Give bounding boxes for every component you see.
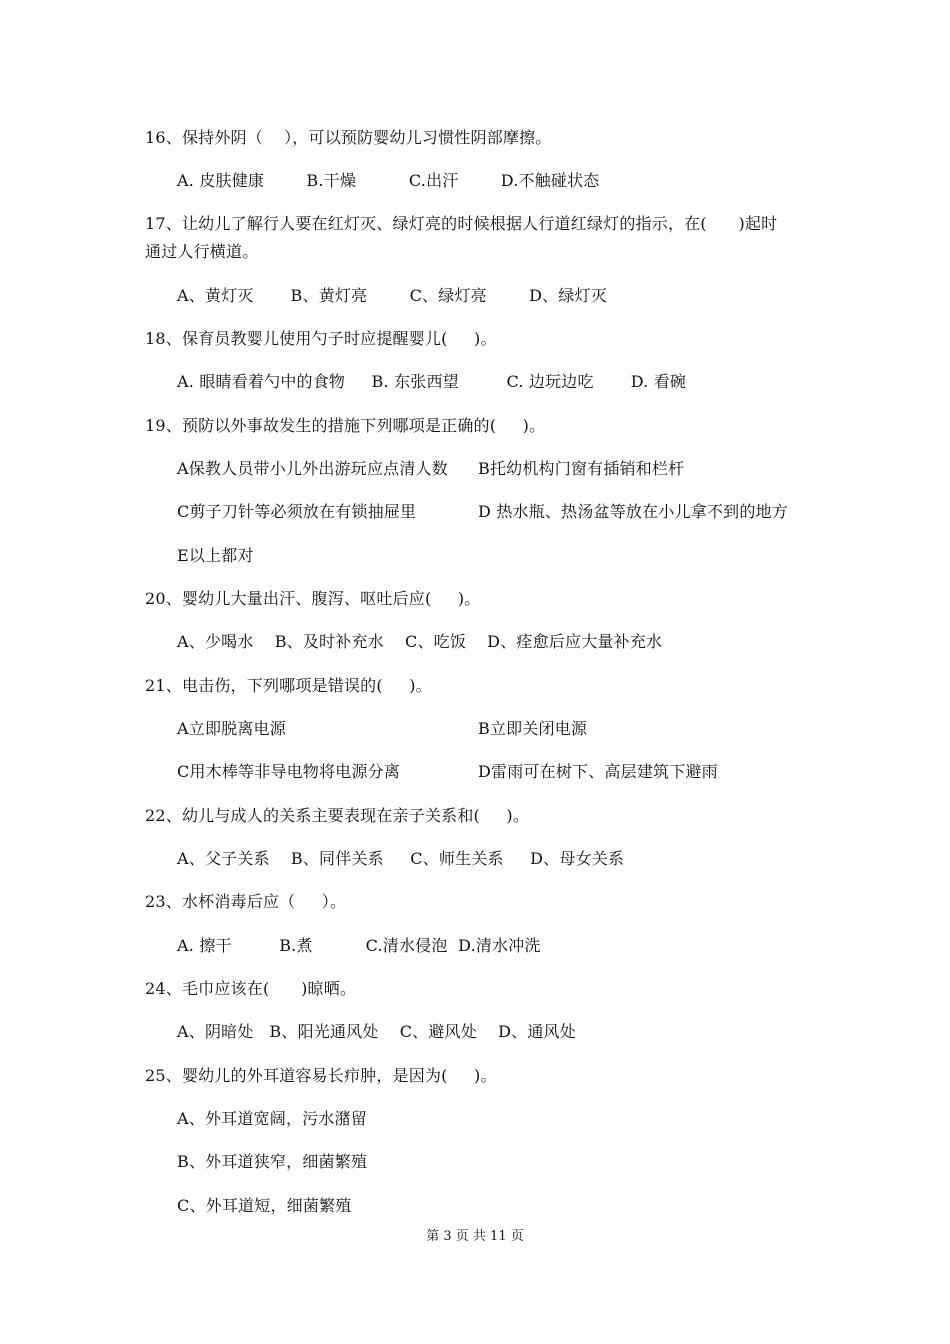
question-18-options: A. 眼睛看着勺中的食物 B. 东张西望 C. 边玩边吃 D. 看碗 <box>177 372 687 391</box>
question-19-option-c: C剪子刀针等必须放在有锁抽屉里 <box>177 502 417 521</box>
question-16: 16、保持外阴（ ），可以预防婴幼儿习惯性阴部摩擦。 <box>145 128 552 147</box>
question-19-option-b: B托幼机构门窗有插销和栏杆 <box>478 459 685 478</box>
question-19-option-a: A保教人员带小儿外出游玩应点清人数 <box>177 459 448 478</box>
question-19: 19、预防以外事故发生的措施下列哪项是正确的( )。 <box>145 416 546 435</box>
question-22-options: A、父子关系 B、同伴关系 C、师生关系 D、母女关系 <box>177 849 625 868</box>
question-21-option-d: D雷雨可在树下、高层建筑下避雨 <box>478 762 718 781</box>
question-24-options: A、阴暗处 B、阳光通风处 C、避风处 D、通风处 <box>177 1022 576 1041</box>
question-23: 23、水杯消毒后应（ ）。 <box>145 892 347 911</box>
page-footer: 第 3 页 共 11 页 <box>426 1229 524 1244</box>
question-25-option-c: C、外耳道短，细菌繁殖 <box>177 1196 352 1215</box>
question-16-options: A. 皮肤健康 B.干燥 C.出汗 D.不触碰状态 <box>177 171 600 190</box>
question-19-option-d: D 热水瓶、热汤盆等放在小儿拿不到的地方 <box>478 502 788 521</box>
question-19-option-e: E以上都对 <box>177 546 254 565</box>
question-20-options: A、少喝水 B、及时补充水 C、吃饭 D、痊愈后应大量补充水 <box>177 632 663 651</box>
question-17-options: A、黄灯灭 B、黄灯亮 C、绿灯亮 D、绿灯灭 <box>177 286 607 305</box>
question-17-line-1: 17、让幼儿了解行人要在红灯灭、绿灯亮的时候根据人行道红绿灯的指示，在( )起时 <box>145 214 778 233</box>
question-17-line-2: 通过人行横道。 <box>145 242 259 261</box>
question-18: 18、保育员教婴儿使用勺子时应提醒婴儿( )。 <box>145 329 497 348</box>
question-25-option-a: A、外耳道宽阔，污水潴留 <box>177 1109 367 1128</box>
question-21-option-a: A立即脱离电源 <box>177 719 286 738</box>
question-24: 24、毛巾应该在( )晾晒。 <box>145 979 357 998</box>
question-25: 25、婴幼儿的外耳道容易长疖肿，是因为( )。 <box>145 1066 497 1085</box>
question-21-option-c: C用木棒等非导电物将电源分离 <box>177 762 401 781</box>
question-21-option-b: B立即关闭电源 <box>478 719 588 738</box>
question-25-option-b: B、外耳道狭窄，细菌繁殖 <box>177 1152 368 1171</box>
question-20: 20、婴幼儿大量出汗、腹泻、呕吐后应( )。 <box>145 589 481 608</box>
question-21: 21、电击伤，下列哪项是错误的( )。 <box>145 676 432 695</box>
question-22: 22、幼儿与成人的关系主要表现在亲子关系和( )。 <box>145 806 530 825</box>
question-23-options: A. 擦干 B.煮 C.清水侵泡 D.清水冲洗 <box>177 936 541 955</box>
